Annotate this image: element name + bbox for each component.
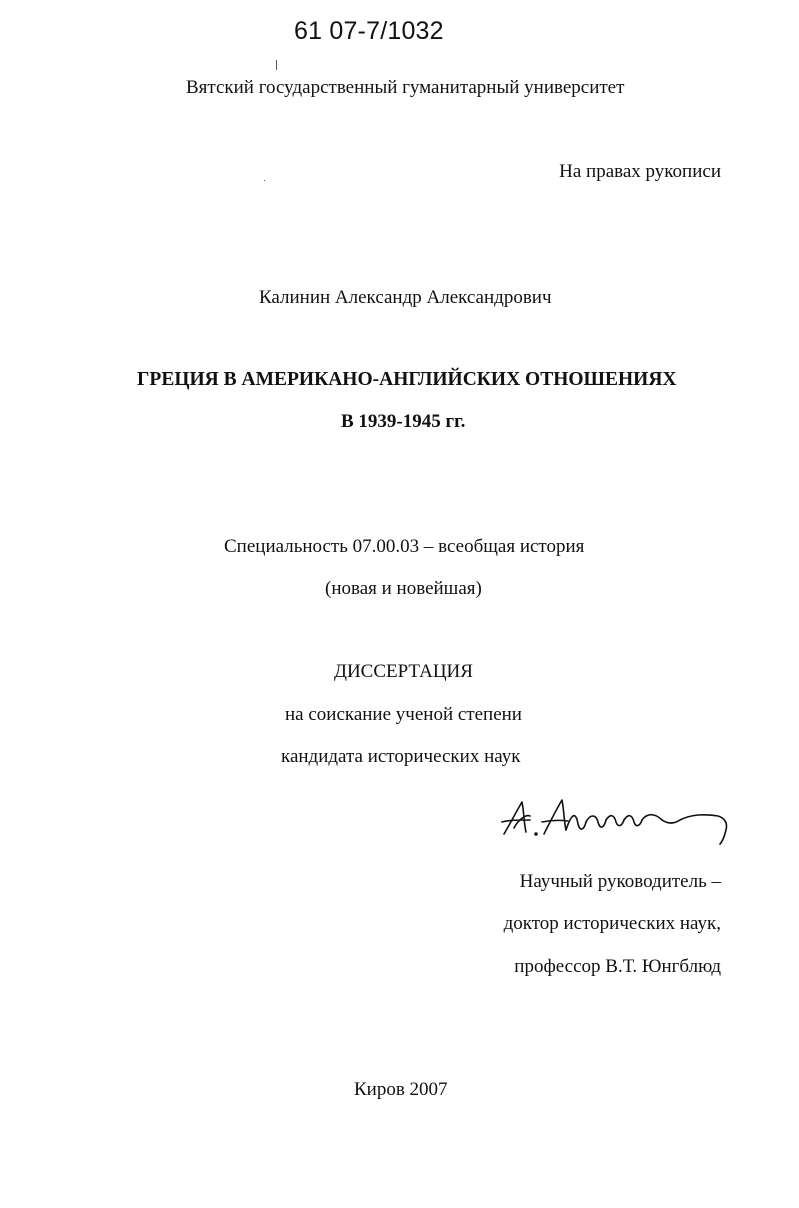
dissertation-title-line-1: ГРЕЦИЯ В АМЕРИКАНО-АНГЛИЙСКИХ ОТНОШЕНИЯХ — [137, 369, 677, 390]
degree-line-2: кандидата исторических наук — [281, 746, 521, 767]
degree-line-1: на соискание ученой степени — [285, 704, 522, 725]
specialty-line-2: (новая и новейшая) — [325, 578, 482, 599]
author-name: Калинин Александр Александрович — [259, 287, 552, 308]
specialty-line-1: Специальность 07.00.03 – всеобщая история — [224, 536, 585, 557]
supervisor-role: Научный руководитель – — [519, 871, 721, 892]
scan-artifact — [276, 60, 277, 70]
handwritten-signature-icon — [496, 790, 736, 848]
dissertation-title-line-2: В 1939-1945 гг. — [341, 411, 466, 432]
university-name: Вятский государственный гуманитарный университет — [186, 77, 625, 98]
manuscript-rights-note: На правах рукописи — [559, 161, 721, 182]
archive-stamp-number: 61 07-7/1032 — [294, 17, 444, 45]
document-type-heading: ДИССЕРТАЦИЯ — [334, 661, 473, 682]
supervisor-name: профессор В.Т. Юнгблюд — [514, 956, 721, 977]
supervisor-degree: доктор исторических наук, — [503, 913, 721, 934]
city-year-footer: Киров 2007 — [354, 1079, 448, 1100]
scan-artifact — [264, 180, 265, 181]
